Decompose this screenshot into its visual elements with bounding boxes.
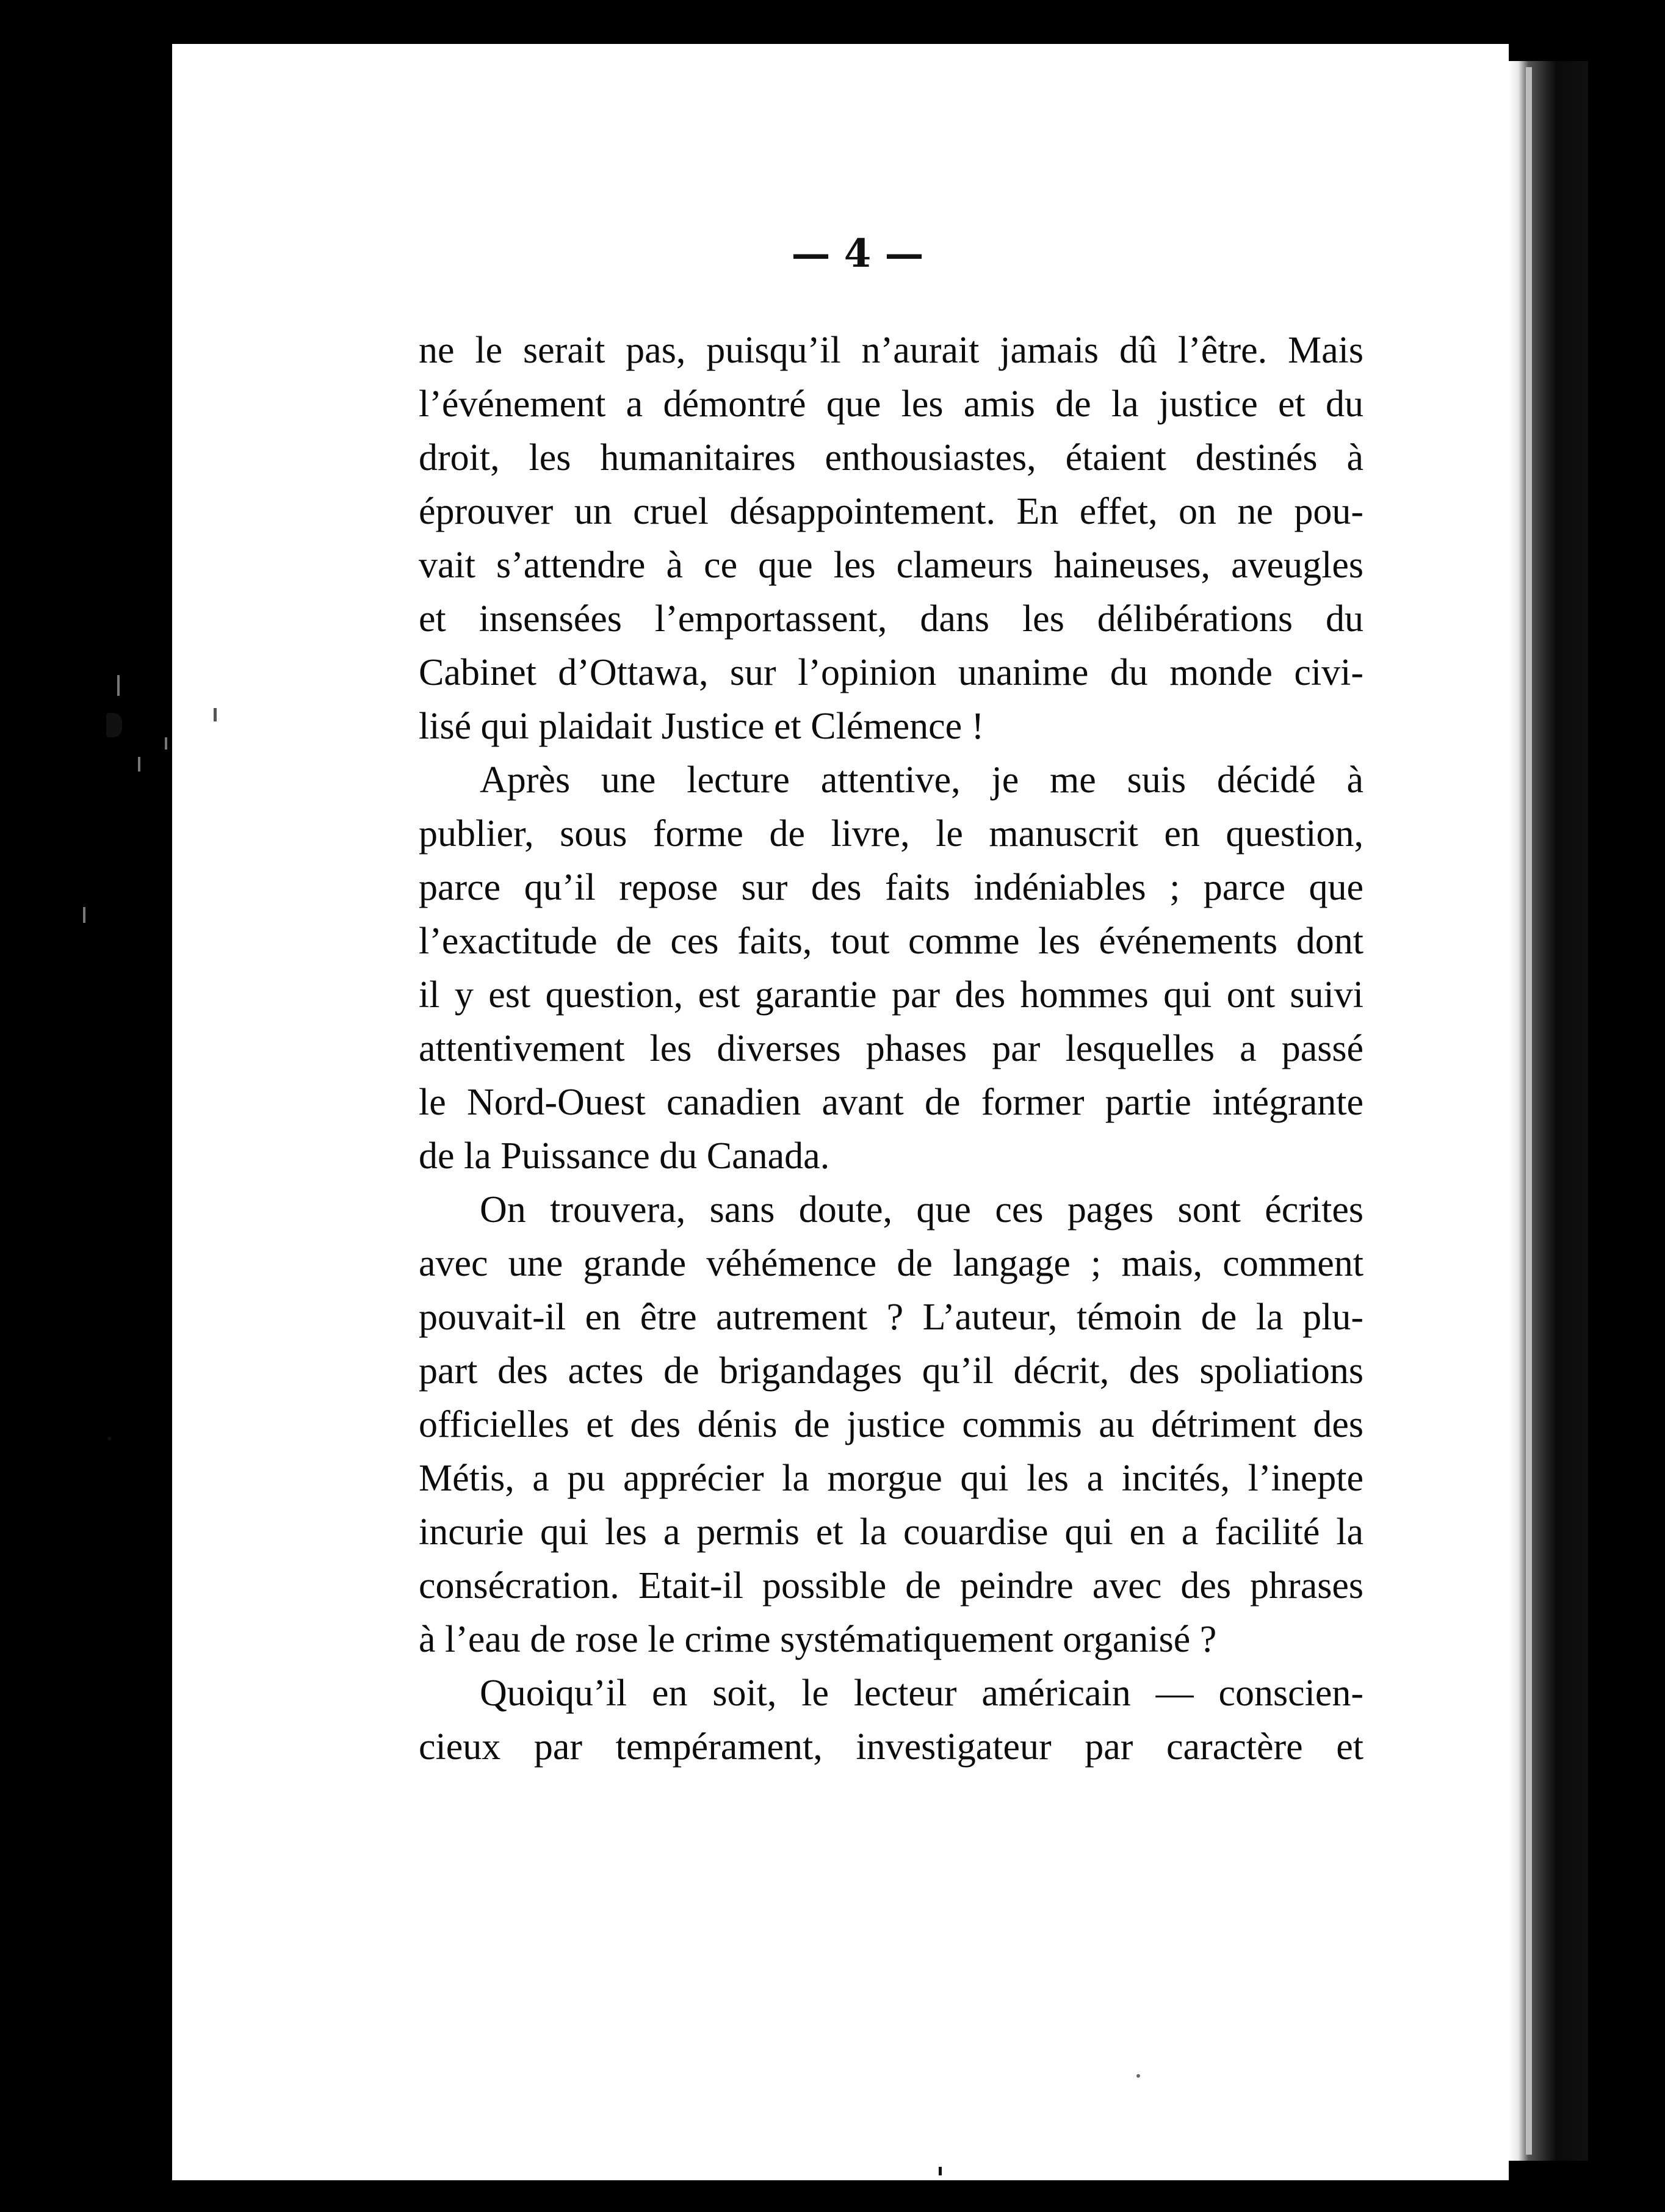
- margin-mark: [939, 2167, 942, 2175]
- page-edge-shadow: [1509, 61, 1588, 2161]
- page-number: — 4 —: [791, 231, 924, 276]
- text-line: Métis, a pu apprécier la morgue qui les a incités, l’inepte: [419, 1458, 1363, 1499]
- text-line: il y est question, est garantie par des hommes qui ont suivi: [419, 974, 1363, 1016]
- text-line: éprouver un cruel désappointement. En effet, on ne pou-: [419, 491, 1363, 532]
- text-line: droit, les humanitaires enthousiastes, étaient destinés à: [419, 437, 1363, 479]
- text-line: avec une grande véhémence de langage ; mais, comment: [419, 1243, 1363, 1284]
- margin-mark: [138, 757, 140, 772]
- text-line: parce qu’il repose sur des faits indéniables ; parce que: [419, 867, 1363, 908]
- text-line: Cabinet d’Ottawa, sur l’opinion unanime du monde civi-: [419, 652, 1363, 693]
- text-line: part des actes de brigandages qu’il décrit, des spoliations: [419, 1350, 1363, 1392]
- text-line: l’exactitude de ces faits, tout comme les événements dont: [419, 920, 1363, 962]
- text-line: à l’eau de rose le crime systématiquement organisé ?: [419, 1619, 1217, 1660]
- text-line: lisé qui plaidait Justice et Clémence !: [419, 706, 984, 747]
- text-line: publier, sous forme de livre, le manuscrit en question,: [419, 813, 1363, 855]
- body-text: [419, 323, 1363, 1774]
- margin-mark: [165, 737, 167, 750]
- margin-mark: [214, 708, 217, 721]
- text-line: vait s’attendre à ce que les clameurs haineuses, aveugles: [419, 544, 1363, 586]
- margin-mark: [83, 907, 85, 923]
- text-line: incurie qui les a permis et la couardise qui en a facilité la: [419, 1511, 1363, 1553]
- margin-mark: [1136, 2074, 1140, 2078]
- text-line: On trouvera, sans doute, que ces pages sont écrites: [480, 1189, 1363, 1231]
- text-line: de la Puissance du Canada.: [419, 1135, 830, 1177]
- margin-mark: [117, 675, 120, 696]
- text-line: Quoiqu’il en soit, le lecteur américain — conscien-: [480, 1672, 1363, 1714]
- margin-mark: [106, 713, 122, 737]
- text-line: Après une lecture attentive, je me suis décidé à: [480, 759, 1363, 801]
- text-line: le Nord-Ouest canadien avant de former partie intégrante: [419, 1082, 1363, 1123]
- margin-mark: [107, 1437, 111, 1440]
- text-line: et insensées l’emportassent, dans les délibérations du: [419, 598, 1363, 640]
- text-line: attentivement les diverses phases par lesquelles a passé: [419, 1028, 1363, 1069]
- text-line: officielles et des dénis de justice commis au détriment des: [419, 1404, 1363, 1445]
- text-line: cieux par tempérament, investigateur par caractère et: [419, 1726, 1363, 1768]
- text-line: pouvait-il en être autrement ? L’auteur, témoin de la plu-: [419, 1296, 1363, 1338]
- text-line: ne le serait pas, puisqu’il n’aurait jamais dû l’être. Mais: [419, 330, 1363, 371]
- text-line: consécration. Etait-il possible de peindre avec des phrases: [419, 1565, 1363, 1607]
- page-edge-strip: [1526, 67, 1532, 2155]
- text-line: l’événement a démontré que les amis de la justice et du: [419, 383, 1363, 425]
